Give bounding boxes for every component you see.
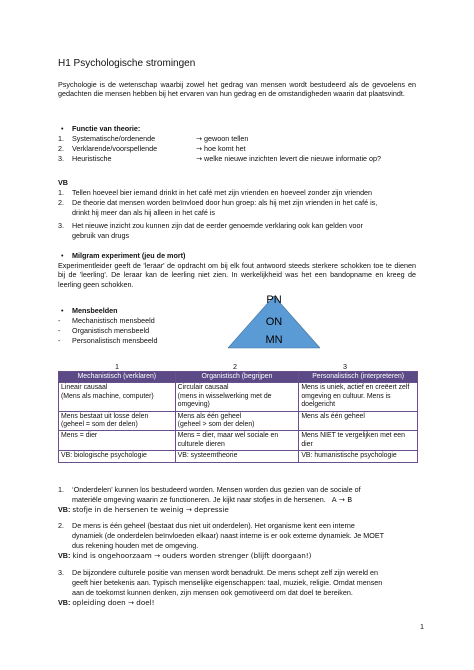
table-cell: Circulair causaal (mens in wisselwerking met de omgeving)	[175, 383, 299, 411]
vb-item	[58, 188, 372, 197]
table-cell: VB: systeemtheorie	[175, 451, 299, 462]
table-row	[59, 451, 418, 462]
table-cell: Mens is uniek, actief en creëert zelf omgeving en cultuur. Mens is doelgericht	[299, 383, 418, 411]
table-cell: Mens NIET te vergelijken met een dier	[299, 431, 418, 451]
mensbeelden-table	[58, 371, 418, 463]
note-item	[58, 485, 361, 494]
triangle-label-pn: PN	[266, 294, 282, 306]
dash: -	[58, 336, 61, 345]
functie-item	[58, 144, 157, 153]
arrow-right-icon: →	[196, 134, 203, 143]
vb-item	[58, 221, 363, 230]
vb-item-continuation: drinkt hij meer dan als hij alleen in het café is	[72, 208, 216, 217]
note-item	[58, 568, 378, 577]
functie-item-result	[196, 154, 381, 163]
note-example	[58, 551, 311, 560]
item-label: Mechanistisch mensbeeld	[72, 316, 155, 325]
item-text: De theorie dat mensen worden beïnvloed door hun groep: als hij met zijn vrienden in het café is,	[72, 198, 378, 207]
vb-text: opleiding doen → doel!	[72, 598, 155, 607]
column-number-1: 1	[115, 362, 119, 371]
item-number: 1.	[58, 485, 64, 494]
triangle-label-mn: MN	[265, 334, 283, 346]
item-text: Het nieuwe inzicht zou kunnen zijn dat de eerder genoemde verklaring ook kan gelden voor	[72, 221, 363, 230]
mensbeeld-item	[58, 316, 155, 325]
dash: -	[58, 316, 61, 325]
item-value: welke nieuwe inzichten levert die nieuwe informatie op?	[204, 154, 382, 163]
note-continuation	[72, 495, 352, 504]
item-label: Organistisch mensbeeld	[72, 326, 150, 335]
table-row	[59, 411, 418, 431]
table-row	[59, 383, 418, 411]
functie-item-result	[196, 134, 248, 143]
item-number: 3.	[58, 568, 64, 577]
vb-item	[58, 198, 377, 207]
note-text: De mens is één geheel (bestaat dus niet uit onderdelen). Het organisme kent een interne	[72, 521, 355, 530]
milgram-bullet: •	[61, 251, 64, 260]
table-cell: Mens als één geheel	[299, 411, 418, 431]
table-cell: Mens bestaat uit losse delen (geheel = som der delen)	[59, 411, 176, 431]
note-continuation: dynamiek (de onderdelen beïnvloeden elkaar) naast interne is er ook externe dynamiek. Je MOET	[72, 531, 385, 540]
functie-heading: Functie van theorie:	[72, 124, 141, 133]
note-continuation: geeft hier betekenis aan. Typisch menselijke eigenschappen: taal, muziek, religie. Omdat mensen	[72, 578, 383, 587]
note-text: De bijzondere culturele positie van mensen wordt benadrukt. De mens schept zelf zijn wereld en	[72, 568, 379, 577]
note-continuation: dus rekening houden met de omgeving.	[72, 541, 199, 550]
table-cell: Lineair causaal (Mens als machine, computer)	[59, 383, 176, 411]
mensbeelden-bullet: •	[61, 306, 64, 315]
table-cell: Mens = dier	[59, 431, 176, 451]
note-text: ‘Onderdelen’ kunnen los bestudeerd worden. Mensen worden dus gezien van de sociale of	[72, 485, 361, 494]
table-cell: VB: biologische psychologie	[59, 451, 176, 462]
functie-item	[58, 134, 155, 143]
note-text: materiële omgeving waarin ze functioneren. Je kijkt naar stofjes in de hersenen.	[72, 495, 326, 504]
note-example	[58, 598, 155, 607]
column-number-3: 3	[343, 362, 347, 371]
note-continuation: aan de toekomst kunnen denken, zijn mensen ook gemotiveerd om dat doel te bereiken.	[72, 588, 353, 597]
table-cell: Mens als één geheel (geheel > som der delen)	[175, 411, 299, 431]
page-title: H1 Psychologische stromingen	[58, 58, 196, 69]
item-number: 3.	[58, 221, 64, 230]
dash: -	[58, 326, 61, 335]
vb-heading: VB	[58, 178, 68, 187]
arrow-right-icon: →	[196, 154, 203, 163]
item-label: Verklarende/voorspellende	[72, 144, 158, 153]
table-cell: Mens = dier, maar wel sociale en culturele dieren	[175, 431, 299, 451]
item-label: Heuristische	[72, 154, 112, 163]
vb-label: VB:	[58, 505, 71, 514]
item-number: 1.	[58, 134, 64, 143]
functie-item-result	[196, 144, 246, 153]
table-row	[59, 431, 418, 451]
vb-text: kind is ongehoorzaam → ouders worden strenger (blijft doorgaan!)	[72, 551, 312, 560]
item-number: 1.	[58, 188, 64, 197]
vb-item-continuation: gebruik van drugs	[72, 231, 130, 240]
arrow-right-icon: →	[196, 144, 203, 153]
milgram-heading: Milgram experiment (jeu de mort)	[72, 251, 186, 260]
item-number: 2.	[58, 144, 64, 153]
vb-text: stofje in de hersenen te weinig → depressie	[72, 505, 229, 514]
item-value: hoe komt het	[204, 144, 246, 153]
vb-label: VB:	[58, 551, 71, 560]
triangle-label-on: ON	[265, 316, 283, 328]
item-number: 2.	[58, 198, 64, 207]
page-number: 1	[420, 622, 424, 631]
functie-bullet: •	[61, 124, 64, 133]
intro-paragraph: Psychologie is de wetenschap waarbij zowel het gedrag van mensen wordt bestudeerd als de gevoelens en gedachten die mensen hebben bij het ervaren van hun gedrag en de omstandigheden waarin dat plaatsvindt.	[58, 80, 416, 99]
item-number: 2.	[58, 521, 64, 530]
table-cell: VB: humanistische psychologie	[299, 451, 418, 462]
item-text: Tellen hoeveel bier iemand drinkt in het café met zijn vrienden en hoeveel zonder zijn vrienden	[72, 188, 373, 197]
table-header-row	[59, 372, 418, 383]
item-number: 3.	[58, 154, 64, 163]
note-example	[58, 505, 229, 514]
mensbeeld-item	[58, 326, 149, 335]
column-number-2: 2	[233, 362, 237, 371]
item-label: Systematische/ordenende	[72, 134, 156, 143]
table-header-cell: Organistisch (begrijpen	[175, 372, 299, 383]
mensbeelden-triangle	[228, 296, 320, 352]
vb-label: VB:	[58, 598, 71, 607]
mensbeeld-item	[58, 336, 158, 345]
milgram-paragraph: Experimentleider geeft de 'leraar' de opdracht om bij elk fout antwoord steeds sterkere schokken toe te dienen bij de 'leerling'. De leraar kan de leerling niet zien. In werkelijkheid was het een bandopname en kreeg de leerling geen schokken.	[58, 261, 416, 289]
mensbeelden-heading: Mensbeelden	[72, 306, 118, 315]
table-header-cell: Personalistisch (interpreteren)	[299, 372, 418, 383]
note-formula: A → B	[331, 495, 353, 504]
note-item	[58, 521, 355, 530]
table-header-cell: Mechanistisch (verklaren)	[59, 372, 176, 383]
functie-item	[58, 154, 112, 163]
item-value: gewoon tellen	[204, 134, 249, 143]
item-label: Personalistisch mensbeeld	[72, 336, 158, 345]
